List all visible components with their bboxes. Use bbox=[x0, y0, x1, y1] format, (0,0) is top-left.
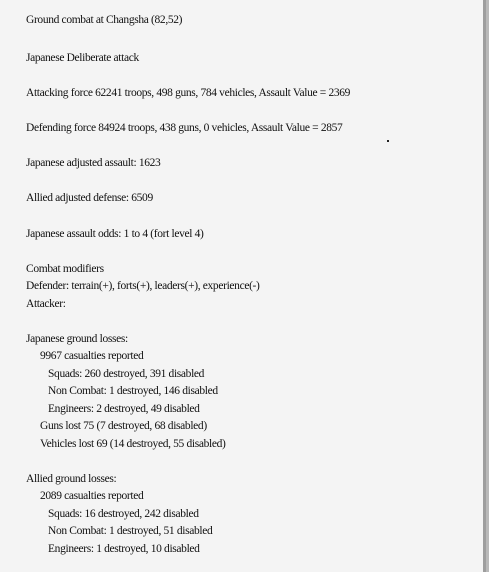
attacking-force: Attacking force 62241 troops, 498 guns, 784 vehicles, Assault Value = 2369 bbox=[26, 87, 351, 99]
attacker-modifiers: Attacker: bbox=[26, 298, 66, 310]
japanese-engineers: Engineers: 2 destroyed, 49 disabled bbox=[48, 403, 200, 415]
defender-modifiers: Defender: terrain(+), forts(+), leaders(+), experience(-) bbox=[26, 280, 260, 292]
allied-engineers: Engineers: 1 destroyed, 10 disabled bbox=[48, 543, 200, 555]
japanese-guns-lost: Guns lost 75 (7 destroyed, 68 disabled) bbox=[40, 420, 207, 432]
japanese-casualties: 9967 casualties reported bbox=[40, 350, 144, 362]
assault-odds: Japanese assault odds: 1 to 4 (fort level 4) bbox=[26, 228, 204, 240]
allied-squads: Squads: 16 destroyed, 242 disabled bbox=[48, 508, 199, 520]
defending-force: Defending force 84924 troops, 438 guns, 0 vehicles, Assault Value = 2857 bbox=[26, 122, 343, 134]
allied-non-combat: Non Combat: 1 destroyed, 51 disabled bbox=[48, 525, 213, 537]
japanese-adjusted-assault: Japanese adjusted assault: 1623 bbox=[26, 157, 161, 169]
allied-casualties: 2089 casualties reported bbox=[40, 490, 144, 502]
allied-losses-heading: Allied ground losses: bbox=[26, 473, 117, 485]
japanese-non-combat: Non Combat: 1 destroyed, 146 disabled bbox=[48, 385, 218, 397]
japanese-squads: Squads: 260 destroyed, 391 disabled bbox=[48, 368, 205, 380]
stray-dot bbox=[387, 140, 389, 142]
japanese-losses-heading: Japanese ground losses: bbox=[26, 333, 128, 345]
allied-adjusted-defense: Allied adjusted defense: 6509 bbox=[26, 192, 153, 204]
combat-modifiers-heading: Combat modifiers bbox=[26, 263, 104, 275]
japanese-vehicles-lost: Vehicles lost 69 (14 destroyed, 55 disabled) bbox=[40, 438, 226, 450]
report-title: Ground combat at Changsha (82,52) bbox=[26, 14, 183, 26]
attack-type: Japanese Deliberate attack bbox=[26, 52, 139, 64]
